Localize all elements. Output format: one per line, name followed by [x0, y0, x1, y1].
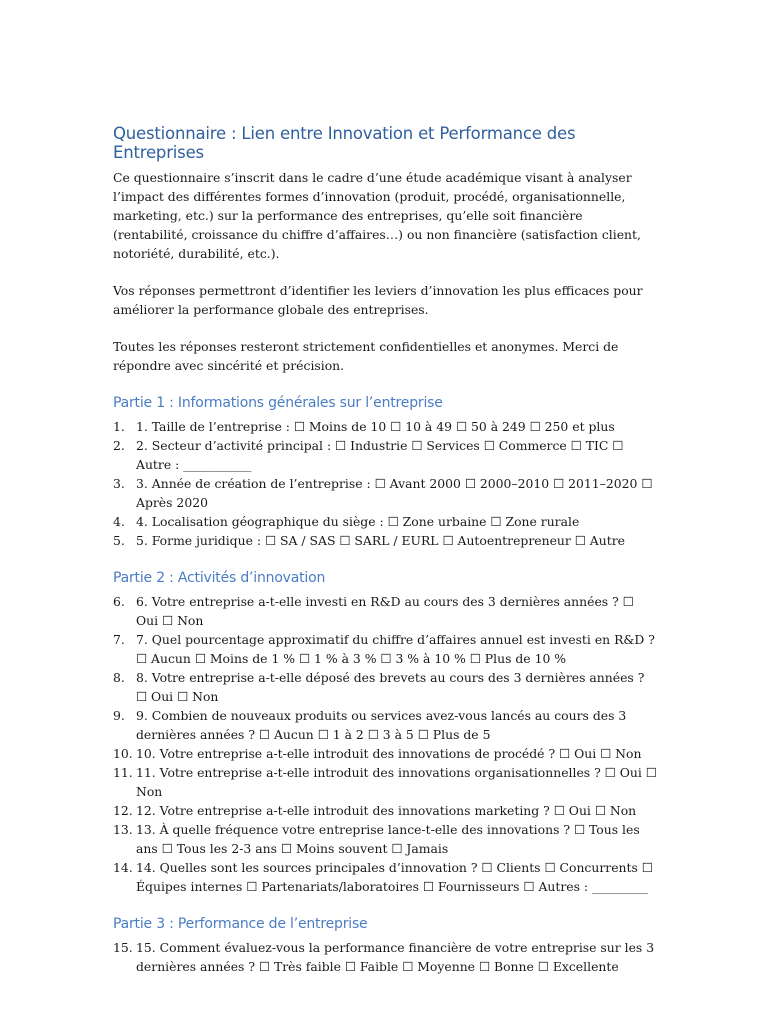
question-text: 4. Localisation géographique du siège : ☐ Zone urbaine ☐ Zone rurale	[136, 514, 580, 529]
intro-paragraph: Ce questionnaire s’inscrit dans le cadre d’une étude académique visant à analyser l’impact des différentes formes d’innovation (produit, procédé, organisationnelle, marketing, etc.) sur la performance des entreprises, qu’elle soit financière (rentabilité, croissance du chiffre d’affaires…) ou non financière (satisfaction client, notoriété, durabilité, etc.).	[113, 170, 641, 261]
question-text: 2. Secteur d’activité principal : ☐ Industrie ☐ Services ☐ Commerce ☐ TIC ☐ Autre : ___________	[136, 438, 624, 472]
question-text: 9. Combien de nouveaux produits ou services avez-vous lancés au cours des 3 dernières années ? ☐ Aucun ☐ 1 à 2 ☐ 3 à 5 ☐ Plus de 5	[136, 708, 627, 742]
question-text: 7. Quel pourcentage approximatif du chiffre d’affaires annuel est investi en R&D ? ☐ Aucun ☐ Moins de 1 % ☐ 1 % à 3 % ☐ 3 % à 10 % ☐ Plus de 10 %	[136, 632, 655, 666]
question-item	[113, 744, 658, 763]
question-text: 12. Votre entreprise a-t-elle introduit des innovations marketing ? ☐ Oui ☐ Non	[136, 803, 637, 818]
section-heading-part-2: Partie 2 : Activités d’innovation	[113, 570, 326, 586]
question-item	[113, 630, 658, 668]
question-list-part-3	[113, 938, 658, 976]
question-number: 8.	[113, 670, 125, 685]
section-heading-part-1: Partie 1 : Informations générales sur l’entreprise	[113, 395, 443, 411]
question-item	[113, 858, 658, 896]
question-text: 14. Quelles sont les sources principales d’innovation ? ☐ Clients ☐ Concurrents ☐ Équipes internes ☐ Partenariats/laboratoires ☐ Fournisseurs ☐ Autres : _________	[136, 860, 653, 894]
question-item	[113, 474, 658, 512]
question-text: 11. Votre entreprise a-t-elle introduit des innovations organisationnelles ? ☐ Oui ☐ Non	[136, 765, 657, 799]
question-item	[113, 436, 658, 474]
question-item	[113, 938, 658, 976]
question-text: 15. Comment évaluez-vous la performance financière de votre entreprise sur les 3 dernières années ? ☐ Très faible ☐ Faible ☐ Moyenne ☐ Bonne ☐ Excellente	[136, 940, 655, 974]
question-text: 3. Année de création de l’entreprise : ☐ Avant 2000 ☐ 2000–2010 ☐ 2011–2020 ☐ Après 2020	[136, 476, 653, 510]
question-item	[113, 820, 658, 858]
question-number: 14.	[113, 860, 133, 875]
question-number: 11.	[113, 765, 133, 780]
question-text: 13. À quelle fréquence votre entreprise lance-t-elle des innovations ? ☐ Tous les ans ☐ Tous les 2-3 ans ☐ Moins souvent ☐ Jamais	[136, 822, 640, 856]
question-number: 12.	[113, 803, 133, 818]
question-item	[113, 531, 658, 550]
question-number: 7.	[113, 632, 125, 647]
question-item	[113, 668, 658, 706]
question-item	[113, 512, 658, 531]
page-title: Questionnaire : Lien entre Innovation et Performance des Entreprises	[113, 124, 576, 162]
question-number: 10.	[113, 746, 133, 761]
question-item	[113, 763, 658, 801]
question-number: 13.	[113, 822, 133, 837]
question-number: 1.	[113, 419, 125, 434]
question-item	[113, 592, 658, 630]
intro-paragraph: Toutes les réponses resteront strictement confidentielles et anonymes. Merci de répondre avec sincérité et précision.	[113, 339, 619, 373]
question-list-part-2	[113, 592, 658, 896]
question-number: 4.	[113, 514, 125, 529]
question-item	[113, 706, 658, 744]
question-text: 8. Votre entreprise a-t-elle déposé des brevets au cours des 3 dernières années ? ☐ Oui ☐ Non	[136, 670, 645, 704]
question-number: 3.	[113, 476, 125, 491]
question-number: 9.	[113, 708, 125, 723]
question-list-part-1	[113, 417, 658, 550]
section-heading-part-3: Partie 3 : Performance de l’entreprise	[113, 916, 368, 932]
question-text: 5. Forme juridique : ☐ SA / SAS ☐ SARL / EURL ☐ Autoentrepreneur ☐ Autre	[136, 533, 625, 548]
question-item	[113, 417, 658, 436]
question-text: 6. Votre entreprise a-t-elle investi en R&D au cours des 3 dernières années ? ☐ Oui ☐ Non	[136, 594, 634, 628]
question-number: 5.	[113, 533, 125, 548]
question-number: 6.	[113, 594, 125, 609]
question-item	[113, 801, 658, 820]
question-number: 2.	[113, 438, 125, 453]
intro-paragraph: Vos réponses permettront d’identifier les leviers d’innovation les plus efficaces pour améliorer la performance globale des entreprises.	[113, 283, 643, 317]
question-number: 15.	[113, 940, 133, 955]
question-text: 1. Taille de l’entreprise : ☐ Moins de 10 ☐ 10 à 49 ☐ 50 à 249 ☐ 250 et plus	[136, 419, 615, 434]
question-text: 10. Votre entreprise a-t-elle introduit des innovations de procédé ? ☐ Oui ☐ Non	[136, 746, 642, 761]
